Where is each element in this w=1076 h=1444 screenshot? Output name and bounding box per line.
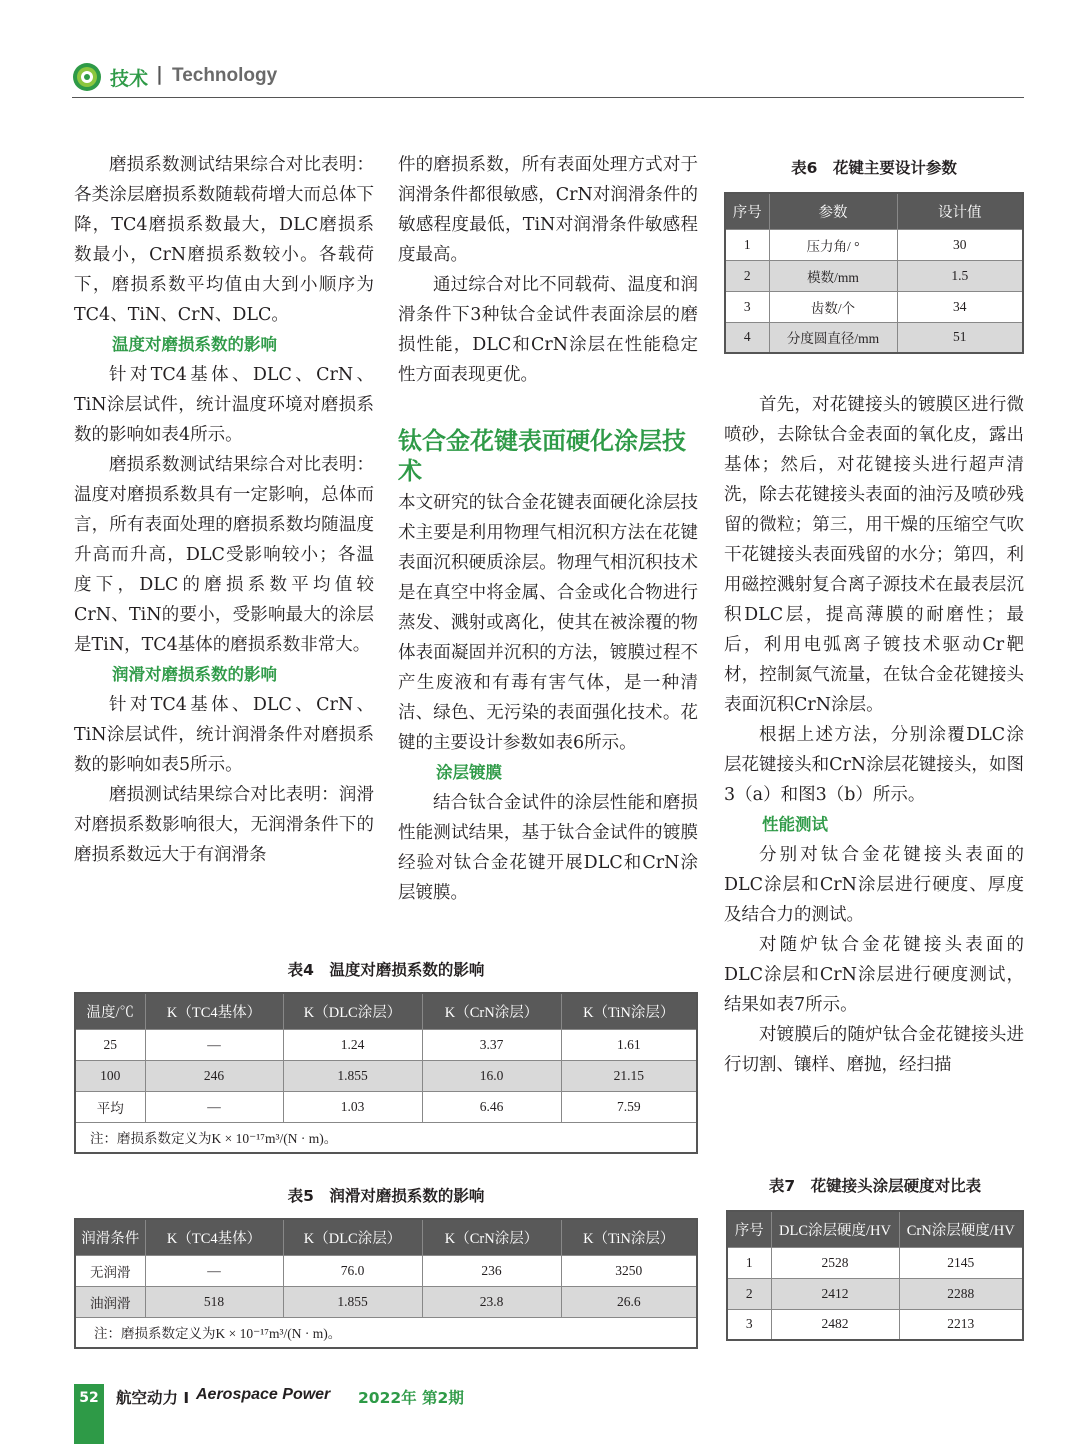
table-cell: 100	[75, 1060, 145, 1091]
table-row	[725, 291, 1023, 322]
table-cell: 7.59	[561, 1091, 697, 1122]
journal-name-cn: 航空动力 I	[116, 1389, 190, 1407]
table7-caption: 表7 花键接头涂层硬度对比表	[768, 1177, 982, 1195]
section-separator: |	[156, 63, 163, 85]
table-row	[725, 322, 1023, 353]
table-cell: —	[145, 1255, 283, 1286]
column-header: K（DLC涂层）	[283, 1219, 422, 1255]
subheading-temperature: 温度对磨损系数的影响	[112, 335, 277, 354]
table-cell: 1.03	[283, 1091, 422, 1122]
table-row	[75, 1091, 697, 1122]
table-row	[75, 1255, 697, 1286]
table5	[74, 1218, 698, 1349]
table-cell: 3250	[561, 1255, 697, 1286]
column-header: K（CrN涂层）	[422, 993, 561, 1029]
table-cell: 25	[75, 1029, 145, 1060]
paragraph: 通过综合对比不同载荷、温度和润滑条件下3种钛合金试件表面涂层的磨损性能，DLC和CrN涂层在性能稳定性方面表现更优。	[398, 275, 698, 385]
table-cell: 3	[725, 291, 769, 322]
paragraph: 对镀膜后的随炉钛合金花键接头进行切割、镶样、磨抛，经扫描	[724, 1025, 1024, 1075]
table-cell: 2	[725, 260, 769, 291]
column-header: K（TiN涂层）	[561, 1219, 697, 1255]
table-note-row	[75, 1317, 697, 1348]
table-cell: 1.24	[283, 1029, 422, 1060]
column-header: 润滑条件	[75, 1219, 145, 1255]
paragraph: 本文研究的钛合金花键表面硬化涂层技术主要是利用物理气相沉积方法在花键表面沉积硬质涂层。物理气相沉积技术是在真空中将金属、合金或化合物进行蒸发、溅射或离化，使其在被涂覆的物体表面凝固并沉积的方法，镀膜过程不产生废液和有毒有害气体，是一种清洁、绿色、无污染的表面强化技术。花键的主要设计参数如表6所示。	[398, 493, 698, 753]
table-cell: 2288	[899, 1278, 1023, 1309]
table6	[724, 192, 1024, 354]
table-cell: 油润滑	[75, 1286, 145, 1317]
table-cell: 21.15	[561, 1060, 697, 1091]
table-row	[725, 260, 1023, 291]
column-header: K（DLC涂层）	[283, 993, 422, 1029]
table-row	[727, 1278, 1023, 1309]
table-cell: 26.6	[561, 1286, 697, 1317]
text-column-1	[74, 150, 374, 870]
table-cell: 3.37	[422, 1029, 561, 1060]
table-note: 注：磨损系数定义为K × 10⁻¹⁷m³/(N · m)。	[75, 1122, 697, 1153]
table-cell: 2145	[899, 1247, 1023, 1278]
issue-label: 2022年 第2期	[358, 1389, 464, 1407]
table-cell: 34	[897, 291, 1023, 322]
table-cell: 1.855	[283, 1060, 422, 1091]
table-cell: 16.0	[422, 1060, 561, 1091]
table-cell: 模数/mm	[769, 260, 897, 291]
table-row	[75, 1060, 697, 1091]
paragraph: 磨损系数测试结果综合对比表明：各类涂层磨损系数随载荷增大而总体下降，TC4磨损系数最大，DLC磨损系数最小，CrN磨损系数较小。各载荷下，磨损系数平均值由大到小顺序为TC4、TiN、CrN、DLC。	[74, 155, 374, 325]
paragraph: 件的磨损系数，所有表面处理方式对于润滑条件都很敏感，CrN对润滑条件的敏感程度最低，TiN对润滑条件敏感程度最高。	[398, 155, 698, 265]
table-cell: —	[145, 1091, 283, 1122]
column-header: DLC涂层硬度/HV	[771, 1211, 899, 1247]
table-cell: 2482	[771, 1309, 899, 1340]
table7	[726, 1210, 1024, 1341]
column-header: 设计值	[897, 193, 1023, 229]
table4-caption: 表4 温度对磨损系数的影响	[287, 961, 485, 979]
table-row	[75, 1286, 697, 1317]
subheading-lubrication: 润滑对磨损系数的影响	[112, 665, 277, 684]
column-header: 温度/℃	[75, 993, 145, 1029]
column-header: K（TC4基体）	[145, 1219, 283, 1255]
table-row	[725, 229, 1023, 260]
table-cell: 246	[145, 1060, 283, 1091]
table-note-row	[75, 1122, 697, 1153]
column-header: K（TiN涂层）	[561, 993, 697, 1029]
table5-caption: 表5 润滑对磨损系数的影响	[287, 1187, 485, 1205]
subheading-coating: 涂层镀膜	[436, 763, 502, 782]
subheading-performance: 性能测试	[762, 815, 828, 834]
paragraph: 对随炉钛合金花键接头表面的DLC涂层和CrN涂层进行硬度测试，结果如表7所示。	[724, 935, 1024, 1015]
table-header-row	[75, 993, 697, 1029]
page-header	[72, 58, 1024, 98]
table-cell: —	[145, 1029, 283, 1060]
column-header: K（CrN涂层）	[422, 1219, 561, 1255]
table-cell: 2528	[771, 1247, 899, 1278]
table-cell: 1.855	[283, 1286, 422, 1317]
table-header-row	[75, 1219, 697, 1255]
section-title-cn: 技术	[110, 68, 149, 90]
table-cell: 分度圆直径/mm	[769, 322, 897, 353]
paragraph: 结合钛合金试件的涂层性能和磨损性能测试结果，基于钛合金试件的镀膜经验对钛合金花键开展DLC和CrN涂层镀膜。	[398, 793, 698, 903]
page-number: 52	[79, 1390, 99, 1406]
table-cell: 30	[897, 229, 1023, 260]
column-header: 序号	[725, 193, 769, 229]
journal-logo-icon	[72, 62, 102, 92]
paragraph: 首先，对花键接头的镀膜区进行微喷砂，去除钛合金表面的氧化皮，露出基体；然后，对花键接头进行超声清洗，除去花键接头表面的油污及喷砂残留的微粒；第三，用干燥的压缩空气吹干花键接头表面残留的水分；第四，利用磁控溅射复合离子源技术在最表层沉积DLC层，提高薄膜的耐磨性；最后，利用电弧离子镀技术驱动Cr靶材，控制氮气流量，在钛合金花键接头表面沉积CrN涂层。	[724, 395, 1024, 715]
table-cell: 平均	[75, 1091, 145, 1122]
table-cell: 2	[727, 1278, 771, 1309]
section-title-en: Technology	[172, 65, 278, 86]
paragraph: 分别对钛合金花键接头表面的DLC涂层和CrN涂层进行硬度、厚度及结合力的测试。	[724, 845, 1024, 925]
column-header: K（TC4基体）	[145, 993, 283, 1029]
table-cell: 压力角/ °	[769, 229, 897, 260]
table-cell: 236	[422, 1255, 561, 1286]
text-column-3	[724, 390, 1024, 1080]
table6-caption: 表6 花键主要设计参数	[791, 159, 957, 177]
table-cell: 齿数/个	[769, 291, 897, 322]
table-cell: 1	[727, 1247, 771, 1278]
paragraph: 根据上述方法，分别涂覆DLC涂层花键接头和CrN涂层花键接头，如图3（a）和图3（b）所示。	[724, 725, 1024, 805]
column-header: 参数	[769, 193, 897, 229]
table-cell: 51	[897, 322, 1023, 353]
table-cell: 1.61	[561, 1029, 697, 1060]
table-cell: 4	[725, 322, 769, 353]
text-column-2	[398, 150, 698, 908]
table-note: 注：磨损系数定义为K × 10⁻¹⁷m³/(N · m)。	[75, 1317, 697, 1348]
table-cell: 2412	[771, 1278, 899, 1309]
column-header: CrN涂层硬度/HV	[899, 1211, 1023, 1247]
table-cell: 1.5	[897, 260, 1023, 291]
column-header: 序号	[727, 1211, 771, 1247]
table-cell: 23.8	[422, 1286, 561, 1317]
table-cell: 无润滑	[75, 1255, 145, 1286]
table-row	[727, 1247, 1023, 1278]
table-row	[75, 1029, 697, 1060]
table-header-row	[727, 1211, 1023, 1247]
table-cell: 518	[145, 1286, 283, 1317]
table-row	[727, 1309, 1023, 1340]
paragraph: 磨损测试结果综合对比表明：润滑对磨损系数影响很大，无润滑条件下的磨损系数远大于有润滑条	[74, 785, 374, 865]
paragraph: 磨损系数测试结果综合对比表明：温度对磨损系数具有一定影响，总体而言，所有表面处理的磨损系数均随温度升高而升高，DLC受影响较小；各温度下，DLC的磨损系数平均值较CrN、TiN的要小，受影响最大的涂层是TiN，TC4基体的磨损系数非常大。	[74, 455, 374, 655]
section-heading: 钛合金花键表面硬化涂层技术	[398, 427, 686, 485]
table-cell: 6.46	[422, 1091, 561, 1122]
table-cell: 1	[725, 229, 769, 260]
table4	[74, 992, 698, 1154]
paragraph: 针对TC4基体、DLC、CrN、TiN涂层试件，统计润滑条件对磨损系数的影响如表5所示。	[74, 695, 374, 775]
table-cell: 76.0	[283, 1255, 422, 1286]
paragraph: 针对TC4基体、DLC、CrN、TiN涂层试件，统计温度环境对磨损系数的影响如表4所示。	[74, 365, 374, 445]
table-header-row	[725, 193, 1023, 229]
journal-name-en: Aerospace Power	[196, 1386, 331, 1403]
table-cell: 3	[727, 1309, 771, 1340]
table-cell: 2213	[899, 1309, 1023, 1340]
